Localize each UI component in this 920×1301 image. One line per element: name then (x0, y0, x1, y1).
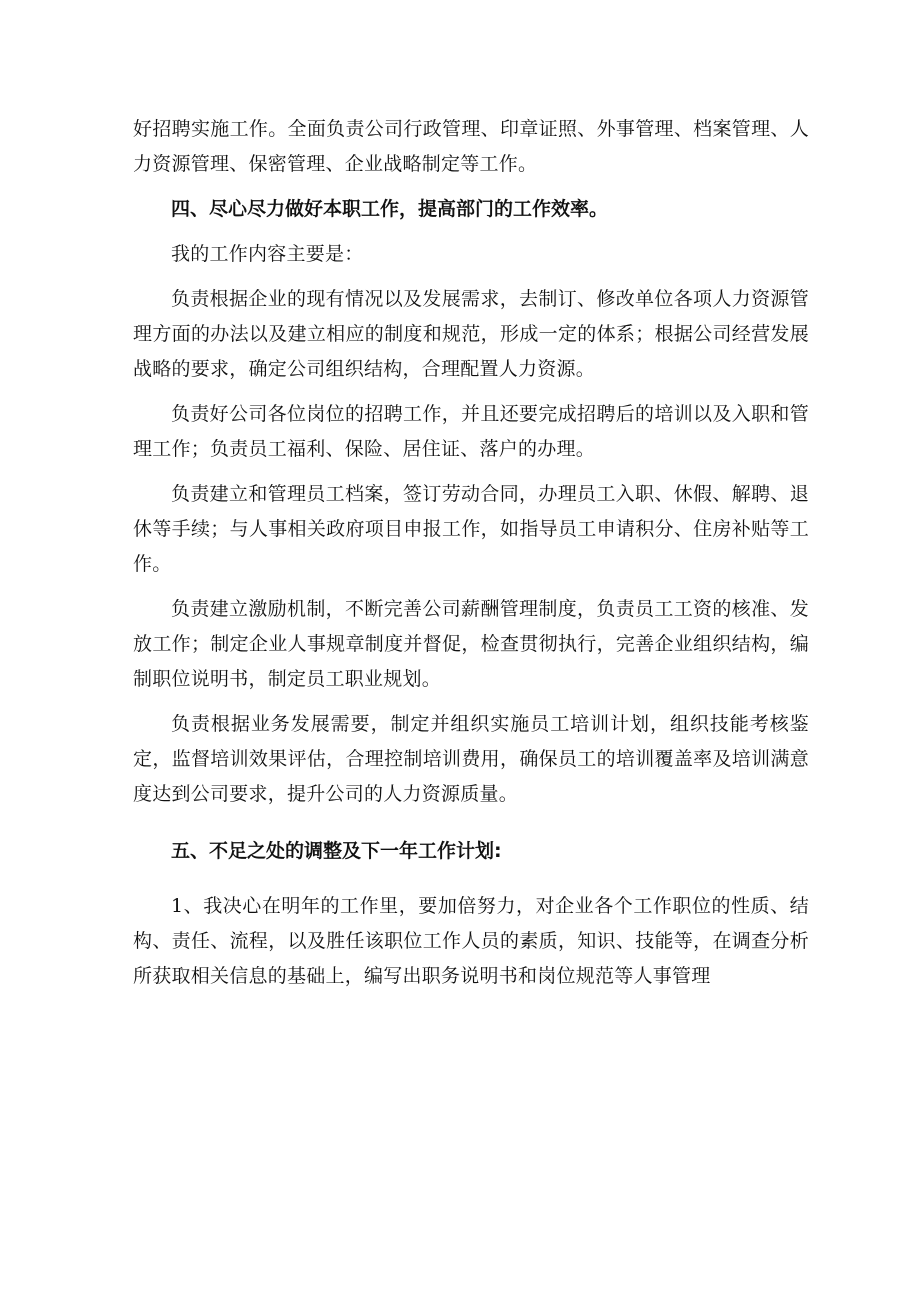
paragraph-continued: 好招聘实施工作。全面负责公司行政管理、印章证照、外事管理、档案管理、人力资源管理、保密管理、企业战略制定等工作。 (133, 118, 809, 175)
paragraph-duty-3: 负责建立和管理员工档案，签订劳动合同，办理员工入职、休假、解聘、退休等手续；与人事相关政府项目申报工作，如指导员工申请积分、住房补贴等工作。 (133, 483, 809, 575)
paragraph-duty-5: 负责根据业务发展需要，制定并组织实施员工培训计划，组织技能考核鉴定，监督培训效果评估，合理控制培训费用，确保员工的培训覆盖率及培训满意度达到公司要求，提升公司的人力资源质量。 (133, 713, 809, 805)
paragraph-work-intro: 我的工作内容主要是： (171, 243, 364, 265)
section-heading-5: 五、不足之处的调整及下一年工作计划: (171, 840, 502, 862)
paragraph-duty-1: 负责根据企业的现有情况以及发展需求，去制订、修改单位各项人力资源管理方面的办法以及建立相应的制度和规范，形成一定的体系；根据公司经营发展战略的要求，确定公司组织结构，合理配置人力资源。 (133, 288, 809, 380)
paragraph-plan-1: 1、我决心在明年的工作里，要加倍努力，对企业各个工作职位的性质、结构、责任、流程，以及胜任该职位工作人员的素质，知识、技能等，在调查分析所获取相关信息的基础上，编写出职务说明书和岗位规范等人事管理 (133, 895, 809, 987)
paragraph-duty-4: 负责建立激励机制，不断完善公司薪酬管理制度，负责员工工资的核准、发放工作；制定企业人事规章制度并督促，检查贯彻执行，完善企业组织结构，编制职位说明书，制定员工职业规划。 (133, 598, 809, 690)
paragraph-duty-2: 负责好公司各位岗位的招聘工作，并且还要完成招聘后的培训以及入职和管理工作；负责员工福利、保险、居住证、落户的办理。 (133, 403, 809, 460)
section-heading-4: 四、尽心尽力做好本职工作，提高部门的工作效率。 (171, 198, 609, 220)
